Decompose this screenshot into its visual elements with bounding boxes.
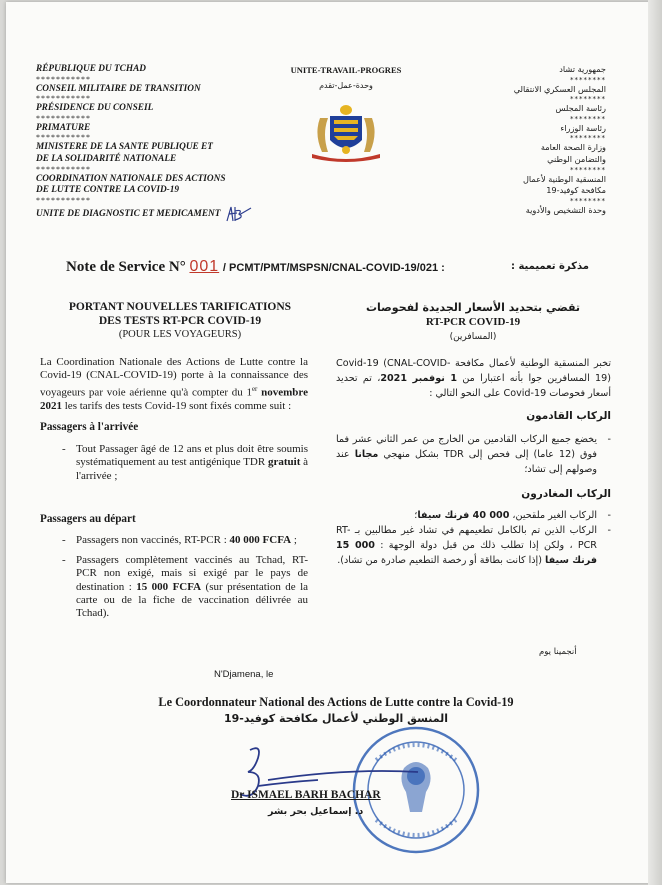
place-fr: N'Djamena, le (214, 669, 274, 680)
separator: ******** (570, 95, 606, 104)
council-ar: المجلس العسكري الانتقالي (513, 83, 606, 94)
ministry-ar-line1: وزارة الصحة العامة (540, 142, 606, 153)
departures-item1-fr-end: ; (291, 534, 297, 547)
arrivals-list-ar (336, 432, 611, 477)
note-number: 001 (189, 258, 220, 275)
departures-item2-ar (336, 523, 611, 568)
separator: *********** (36, 74, 91, 84)
unit-ar: وحدة التشخيص والأدوية (525, 204, 606, 215)
intro-fr-text-end: les tarifs des tests Covid-19 sont fixés comme suit : (62, 399, 292, 412)
page-edge (648, 0, 662, 885)
separator: ******** (570, 134, 606, 143)
departures-list-fr (62, 534, 308, 620)
coordination-fr-line1: COORDINATION NATIONALE DES ACTIONS (36, 173, 226, 184)
note-title (66, 258, 445, 276)
coat-of-arms-icon (300, 100, 392, 164)
presidency-ar: رئاسة المجلس (555, 103, 606, 114)
subject-fr-line3: (POUR LES VOYAGEURS) (118, 329, 242, 340)
council-fr: CONSEIL MILITAIRE DE TRANSITION (36, 83, 201, 94)
separator: *********** (36, 113, 91, 123)
intro-fr-text: La Coordination Nationale des Actions de Lutte contre la Covid-19 (CNAL-COVID-19) porte à la connaissance des voyageurs par voie aérienne qu'à compter du 1 (40, 356, 308, 399)
national-motto-ar: وحدة-عمل-تقدم (319, 81, 373, 90)
intro-ar (336, 356, 611, 401)
intro-ar-text-end: ، تم تحديد أسعار فحوصات Covid-19 على النحو التالي : (336, 373, 611, 399)
coordination-ar-line1: المنسقية الوطنية لأعمال (522, 173, 606, 184)
separator: *********** (36, 164, 91, 174)
arrivals-heading-ar: الركاب القادمون (526, 410, 611, 422)
document-page (6, 2, 656, 883)
departures-item1-fr-text: Passagers non vaccinés, RT-PCR : (76, 534, 230, 547)
coordination-ar-line2: مكافحة كوفيد-19 (546, 185, 606, 196)
subject-fr-line1: PORTANT NOUVELLES TARIFICATIONS (68, 301, 292, 313)
departures-item1-fr-bold: 40 000 FCFA (229, 534, 292, 547)
republic-fr: RÉPUBLIQUE DU TCHAD (36, 64, 147, 74)
primature-fr: PRIMATURE (36, 122, 91, 133)
intro-ar-text: تخبر المنسقية الوطنية لأعمال مكافحة Covid-19 (CNAL-COVID-19) المسافرين جوا بأنه اعتبارا من (336, 358, 611, 384)
signatory-title-fr: Le Coordonnateur National des Actions de Lutte contre la Covid-19 (158, 695, 514, 709)
handwritten-signature (228, 742, 428, 812)
departures-item1-ar (336, 508, 611, 523)
presidency-fr: PRÉSIDENCE DU CONSEIL (36, 103, 154, 114)
separator: *********** (36, 133, 91, 143)
arrivals-heading-fr: Passagers à l'arrivée (40, 421, 139, 434)
separator: ******** (570, 196, 606, 205)
intro-fr-date: novembre 2021 (40, 386, 308, 412)
departures-heading-ar: الركاب المغادرون (521, 488, 611, 500)
arrivals-item-fr-bold: gratuit (267, 456, 301, 469)
arrivals-item-ar-text: يخضع جميع الركاب القادمين من الخارج من عمر الثاني عشر فما فوق (12 عاما) إلى فحص إلى TDR بشكل منهجي (336, 434, 597, 460)
arrivals-item-fr-end: à l'arrivée ; (76, 456, 308, 482)
signer-name-ar: د. إسماعيل بحر بشر (268, 806, 364, 817)
departures-item1-ar-text: الركاب الغير ملقحين، (509, 510, 597, 521)
arrivals-item-fr (62, 443, 308, 483)
departures-item1-ar-end: ؛ (414, 510, 418, 521)
body-ar (336, 356, 611, 568)
subject-ar (338, 300, 608, 345)
departures-item2-fr-bold: 15 000 FCFA (136, 580, 202, 593)
subject-ar-line2: RT-PCR COVID-19 (425, 316, 521, 328)
header-left-fr (36, 64, 276, 223)
arrivals-item-ar-end: عند وصولهم إلى تشاد؛ (336, 449, 597, 475)
subject-ar-line1: تقضي بتحديد الأسعار الجديدة لفحوصات (365, 301, 581, 314)
subject-fr (40, 300, 320, 342)
departures-item2-fr-text: Passagers complètement vaccinés au Tchad, RT-PCR non exigé, mais si exigé par le pays de destination : (76, 553, 308, 593)
subject-fr-line2: DES TESTS RT-PCR COVID-19 (98, 315, 262, 327)
coordination-fr-line2: DE LUTTE CONTRE LA COVID-19 (36, 185, 180, 196)
ministry-fr-line1: MINISTERE DE LA SANTE PUBLIQUE ET (36, 142, 213, 153)
departures-item2-fr-end: (sur présentation de la carte ou de la fiche de vaccination délivrée au Tchad). (76, 580, 309, 620)
departures-item2-fr (62, 554, 308, 621)
departures-item2-ar-end: (إذا كانت بطاقة أو رخصة التطعيم صادرة من تشاد). (337, 555, 546, 566)
separator: ******** (570, 165, 606, 174)
place-ar: أنجمينا يوم (539, 647, 577, 657)
departures-list-ar (336, 508, 611, 568)
ministers-ar: رئاسة الوزراء (560, 122, 606, 133)
arrivals-item-ar-bold: مجانا (354, 449, 379, 460)
ministry-ar-line2: والتضامن الوطني (547, 153, 606, 164)
republic-ar: جمهورية تشاد (559, 64, 606, 74)
departures-item1-fr (62, 534, 308, 547)
separator: ******** (570, 114, 606, 123)
departures-item2-ar-bold: 000 15 فرنك سيفا (336, 540, 597, 566)
signer-name: Dr ISMAEL BARH BACHAR (231, 789, 381, 801)
arrivals-list-fr (62, 443, 308, 483)
separator: *********** (36, 94, 91, 104)
departures-item1-ar-bold: 000 40 فرنك سيفا (417, 510, 510, 521)
initials-mark (223, 205, 253, 223)
separator: *********** (36, 195, 91, 205)
arrivals-item-fr-text: Tout Passager âgé de 12 ans et plus doit être soumis systématiquement au test antigénique TDR (76, 442, 308, 469)
separator: ******** (570, 75, 606, 84)
intro-fr-sup: er (251, 384, 258, 393)
note-label-ar: مذكرة تعميمية : (511, 261, 589, 272)
unit-fr-text: UNITE DE DIAGNOSTIC ET MEDICAMENT (36, 208, 221, 219)
ministry-fr-line2: DE LA SOLIDARITÉ NATIONALE (36, 153, 177, 164)
intro-ar-date: 1 نوفمبر 2021 (380, 373, 458, 384)
body-fr (40, 356, 308, 621)
national-motto: UNITE-TRAVAIL-PROGRES (290, 65, 402, 75)
unit-fr (36, 205, 276, 223)
intro-fr (40, 356, 308, 413)
subject-ar-line3: (المسافرين) (449, 332, 497, 342)
note-reference: / PCMT/PMT/MSPSN/CNAL-COVID-19/021 : (222, 262, 445, 274)
arrivals-item-ar (336, 432, 611, 477)
signatory-title-ar: المنسق الوطني لأعمال مكافحة كوفيد-19 (223, 712, 449, 725)
departures-heading-fr: Passagers au départ (40, 512, 136, 525)
departures-item2-ar-text: الركاب الذين تم بالكامل تطعيمهم في تشاد غير مطالبين بـ RT-PCR ، ولكن إذا تطلب ذلك من قبل دولة الوجهة : (336, 525, 597, 551)
header-right-ar (456, 64, 606, 216)
note-label: Note de Service N° (66, 259, 186, 275)
